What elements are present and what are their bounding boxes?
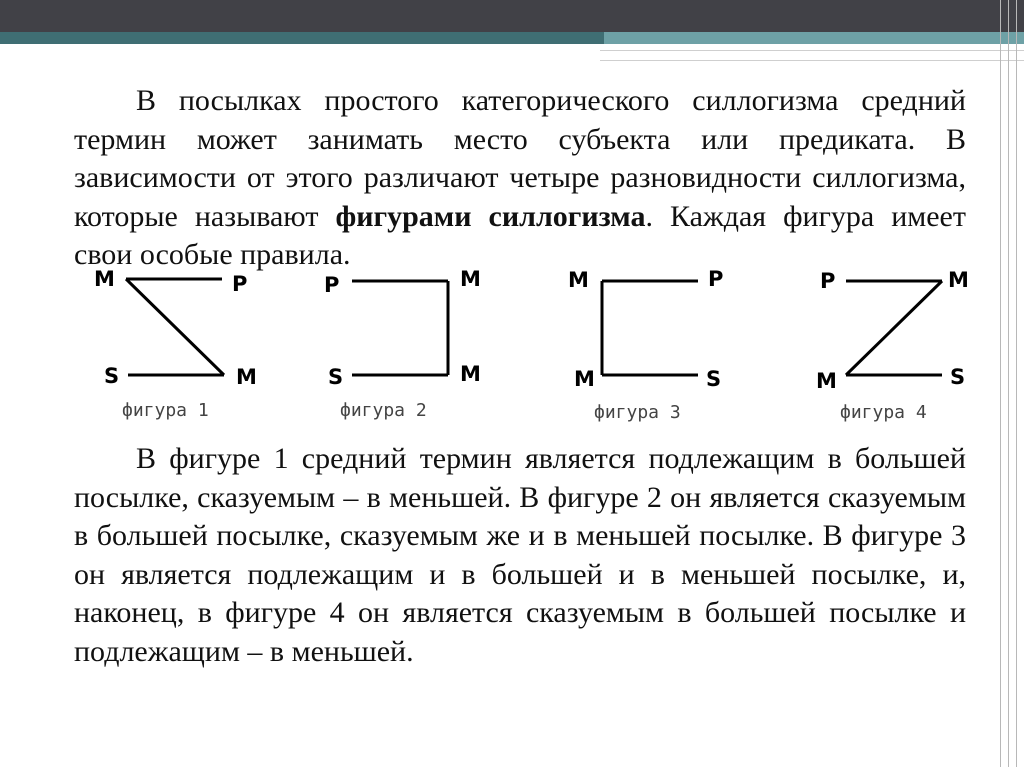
figure-1-top-right-term: P <box>232 272 248 296</box>
figure-3-bottom-left-term: M <box>574 367 595 391</box>
figure-4-caption: фигура 4 <box>840 402 927 423</box>
figure-1-top-left-term: M <box>94 267 115 291</box>
intro-text-start: В посылках простого категорического силлогизма средний термин может занимать место субъекта или предиката. В зависимости от этого различают четыре разновидности силлогизма, которые называют <box>74 84 966 233</box>
explanation-paragraph <box>74 440 966 671</box>
figure-1 <box>94 267 257 421</box>
figure-4-top-right-term: M <box>948 268 969 292</box>
figure-2-top-left-term: P <box>324 273 340 297</box>
explanation-text: В фигуре 1 средний термин является подлежащим в большей посылке, сказуемым – в меньшей. В фигуре 2 он является сказуемым в большей посылке, сказуемым же и в меньшей посылке. В фигуре 3 он является подлежащим и в большей и в меньшей посылке, и, наконец, в фигуре 4 он является сказуемым в большей посылке и подлежащим – в меньшей. <box>74 442 966 668</box>
figure-4-top-left-term: P <box>820 269 836 293</box>
figure-2-bottom-right-term: M <box>460 362 481 386</box>
figure-4-bottom-right-term: S <box>950 365 966 389</box>
figure-3-top-right-term: P <box>708 267 724 291</box>
figure-3 <box>568 267 723 423</box>
figure-2-caption: фигура 2 <box>340 400 427 421</box>
intro-text-end: . Каждая фигура имеет свои особые правила. <box>74 199 966 271</box>
figure-4 <box>816 268 969 423</box>
figure-1-bottom-right-term: M <box>236 365 257 389</box>
figure-1-caption: фигура 1 <box>122 400 209 421</box>
figure-3-top-left-term: M <box>568 268 589 292</box>
figure-4-bottom-left-term: M <box>816 369 837 393</box>
intro-bold-term: фигурами силлогизма <box>335 199 646 233</box>
figure-2-bottom-left-term: S <box>328 365 344 389</box>
figure-2-top-right-term: M <box>460 267 481 291</box>
figure-3-bottom-right-term: S <box>706 367 722 391</box>
figure-2 <box>324 267 481 421</box>
figure-1-bottom-left-term: S <box>104 364 120 388</box>
figure-3-caption: фигура 3 <box>594 402 681 423</box>
